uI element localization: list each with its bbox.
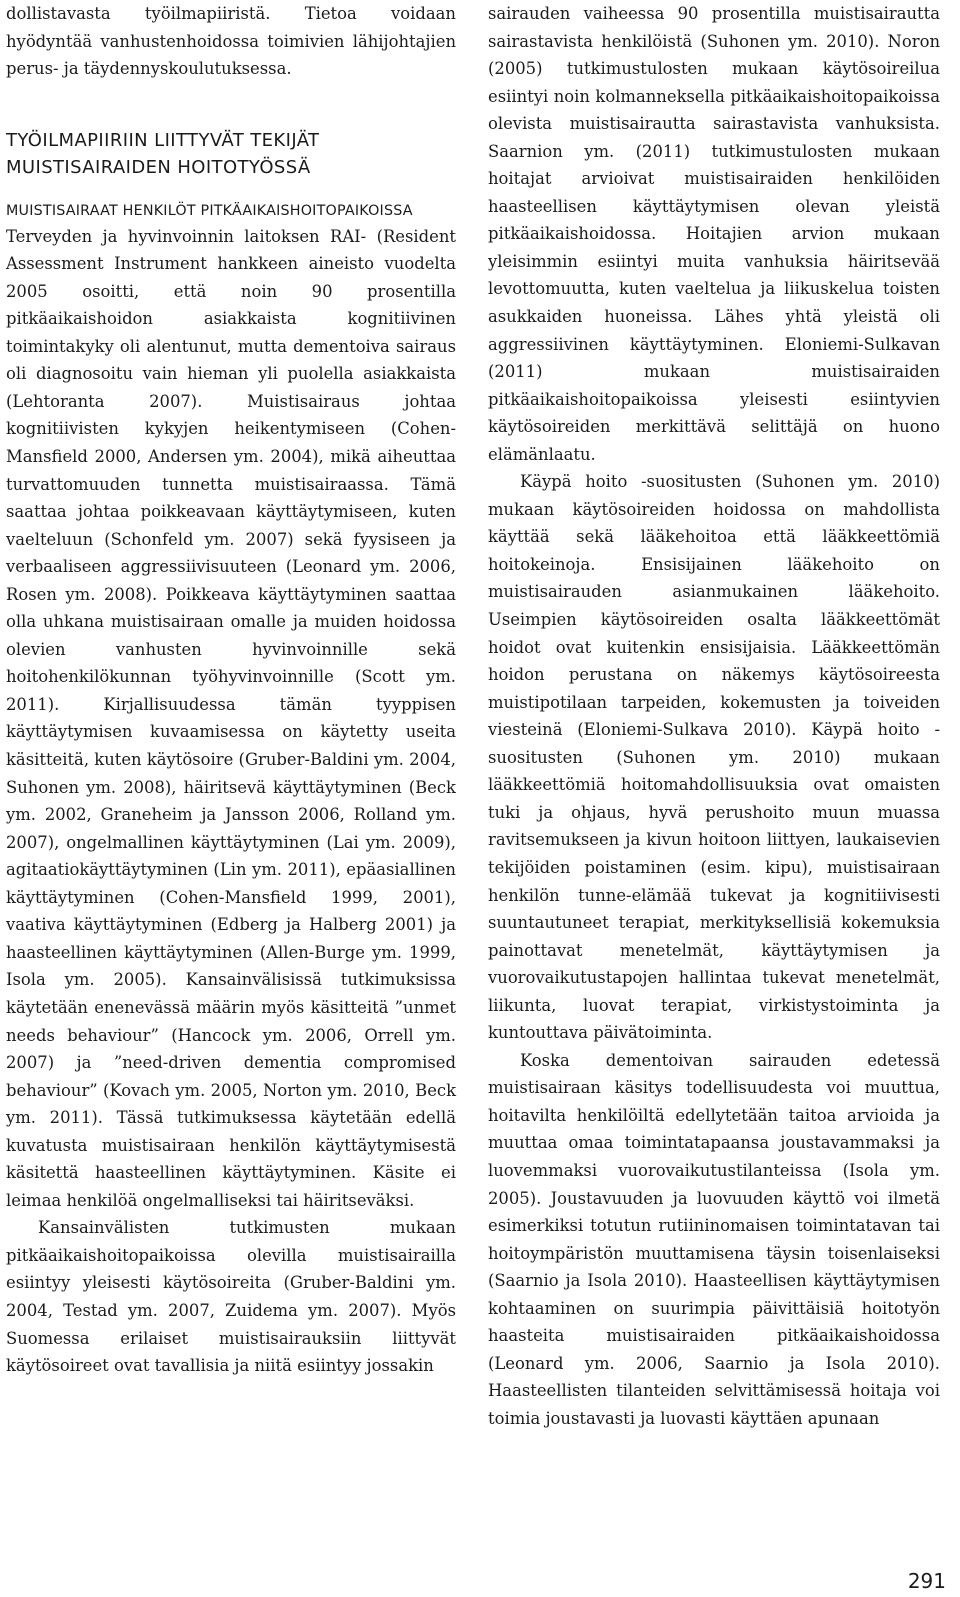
page-number: 291 [907,1569,946,1593]
left-column [6,0,456,1380]
right-column [488,0,940,1432]
section-heading: TYÖILMAPIIRIIN LIITTYVÄT TEKIJÄT MUISTISAIRAIDEN HOITOTYÖSSÄ [6,129,320,178]
subsection-heading: MUISTISAIRAAT HENKILÖT PITKÄAIKAISHOITOPAIKOISSA [6,202,413,219]
intro-paragraph: dollistavasta työilmapiiristä. Tietoa voidaan hyödyntää vanhustenhoidossa toimivien lähijohtajien perus- ja täydennyskoulutuksessa. [6,4,456,79]
body-paragraph: Kansainvälisten tutkimusten mukaan pitkäaikaishoitopaikoissa olevilla muistisairailla esiintyy yleisesti käytösoireita (Gruber-Baldini ym. 2004, Testad ym. 2007, Zuidema ym. 2007). Myös Suomessa erilaiset muistisairauksiin liittyvät käytösoireet ovat tavallisia ja niitä esiintyy jossakin [6,1218,456,1376]
body-paragraph: Käypä hoito -suositusten (Suhonen ym. 2010) mukaan käytösoireiden hoidossa on mahdollista käyttää sekä lääkehoitoa että lääkkeettömiä hoitokeinoja. Ensisijainen lääkehoito on muistisairauden asianmukainen lääkehoito. Useimpien käytösoireiden osalta lääkkeettömät hoidot ovat kuitenkin ensisijaisia. Lääkkeettömän hoidon perustana on näkemys käytösoireesta muistipotilaan tarpeiden, kokemusten ja toiveiden viesteinä (Eloniemi-Sulkava 2010). Käypä hoito -suositusten (Suhonen ym. 2010) mukaan lääkkeettömiä hoitomahdollisuuksia ovat omaisten tuki ja ohjaus, hyvä perushoito muun muassa ravitsemukseen ja kivun hoitoon liittyen, laukaisevien tekijöiden poistaminen (esim. kipu), muistisairaan henkilön tunne-elämää tukevat ja kognitiivisesti suuntautuneet terapiat, merkityksellisiä kokemuksia painottavat menetelmät, käyttäytymisen ja vuorovaikutustapojen hallintaa tukevat menetelmät, liikunta, luovat terapiat, virkistystoiminta ja kuntouttava päivätoiminta. [488,472,940,1043]
body-paragraph: sairauden vaiheessa 90 prosentilla muistisairautta sairastavista henkilöistä (Suhonen ym. 2010). Noron (2005) tutkimustulosten mukaan käytösoireilua esiintyi noin kolmanneksella pitkäaikaishoitopaikoissa olevista muistisairautta sairastavista vanhuksista. Saarnion ym. (2011) tutkimustulosten mukaan hoitajat arvioivat muistisairaiden henkilöiden haasteellisen käyttäytymisen olevan yleistä pitkäaikaishoidossa. Hoitajien arvion mukaan yleisimmin esiintyi muita vanhuksia häiritsevää levottomuutta, kuten vaeltelua ja liikuskelua toisten asukkaiden huoneissa. Lähes yhtä yleistä oli aggressiivinen käyttäytyminen. Eloniemi-Sulkavan (2011) mukaan muistisairaiden pitkäaikaishoitopaikoissa yleisesti esiintyvien käytösoireiden merkittävä selittäjä on huono elämänlaatu. [488,4,940,464]
body-paragraph: Terveyden ja hyvinvoinnin laitoksen RAI- (Resident Assessment Instrument hankkeen aineisto vuodelta 2005 osoitti, että noin 90 prosentilla pitkäaikaishoidon asiakkaista kognitiivinen toimintakyky oli alentunut, mutta dementoiva sairaus oli diagnosoitu vain hieman yli puolella asiakkaista (Lehtoranta 2007). Muistisairaus johtaa kognitiivisten kykyjen heikentymiseen (Cohen-Mansfield 2000, Andersen ym. 2004), mikä aiheuttaa turvattomuuden tunnetta muistisairaassa. Tämä saattaa johtaa poikkeavaan käyttäytymiseen, kuten vaelteluun (Schonfeld ym. 2007) sekä fyysiseen ja verbaaliseen aggressiivisuuteen (Leonard ym. 2006, Rosen ym. 2008). Poikkeava käyttäytyminen saattaa olla uhkana muistisairaan omalle ja muiden hoidossa olevien vanhusten hyvinvoinnille sekä hoitohenkilökunnan työhyvinvoinnille (Scott ym. 2011). Kirjallisuudessa tämän tyyppisen käyttäytymisen kuvaamisessa on käytetty useita käsitteitä, kuten käytösoire (Gruber-Baldini ym. 2004, Suhonen ym. 2008), häiritsevä käyttäytyminen (Beck ym. 2002, Graneheim ja Jansson 2006, Rolland ym. 2007), ongelmallinen käyttäytyminen (Lai ym. 2009), agitaatiokäyttäytyminen (Lin ym. 2011), epäasiallinen käyttäytyminen (Cohen-Mansfield 1999, 2001), vaativa käyttäytyminen (Edberg ja Halberg 2001) ja haasteellinen käyttäytyminen (Allen-Burge ym. 1999, Isola ym. 2005). Kansainvälisissä tutkimuksissa käytetään enenevässä määrin myös käsitteitä ”unmet needs behaviour” (Hancock ym. 2006, Orrell ym. 2007) ja ”need-driven dementia compromised behaviour” (Kovach ym. 2005, Norton ym. 2010, Beck ym. 2011). Tässä tutkimuksessa käytetään edellä kuvatusta muistisairaan henkilön käyttäytymisestä käsitettä haasteellinen käyttäytyminen. Käsite ei leimaa henkilöä ongelmalliseksi tai häiritseväksi. [6,226,456,1210]
body-paragraph: Koska dementoivan sairauden edetessä muistisairaan käsitys todellisuudesta voi muuttua, hoitavilta henkilöiltä edellytetään taitoa arvioida ja muuttaa omaa toimintatapaansa joustavammaksi ja luovemmaksi vuorovaikutustilanteissa (Isola ym. 2005). Joustavuuden ja luovuuden käyttö voi ilmetä esimerkiksi totutun rutiininomaisen toimintatavan tai hoitoympäristön muuttamisena täysin toisenlaiseksi (Saarnio ja Isola 2010). Haasteellisen käyttäytymisen kohtaaminen on suurimpia päivittäisiä hoitotyön haasteita muistisairaiden pitkäaikaishoidossa (Leonard ym. 2006, Saarnio ja Isola 2010). Haasteellisten tilanteiden selvittämisessä hoitaja voi toimia joustavasti ja luovasti käyttäen apunaan [488,1050,940,1428]
